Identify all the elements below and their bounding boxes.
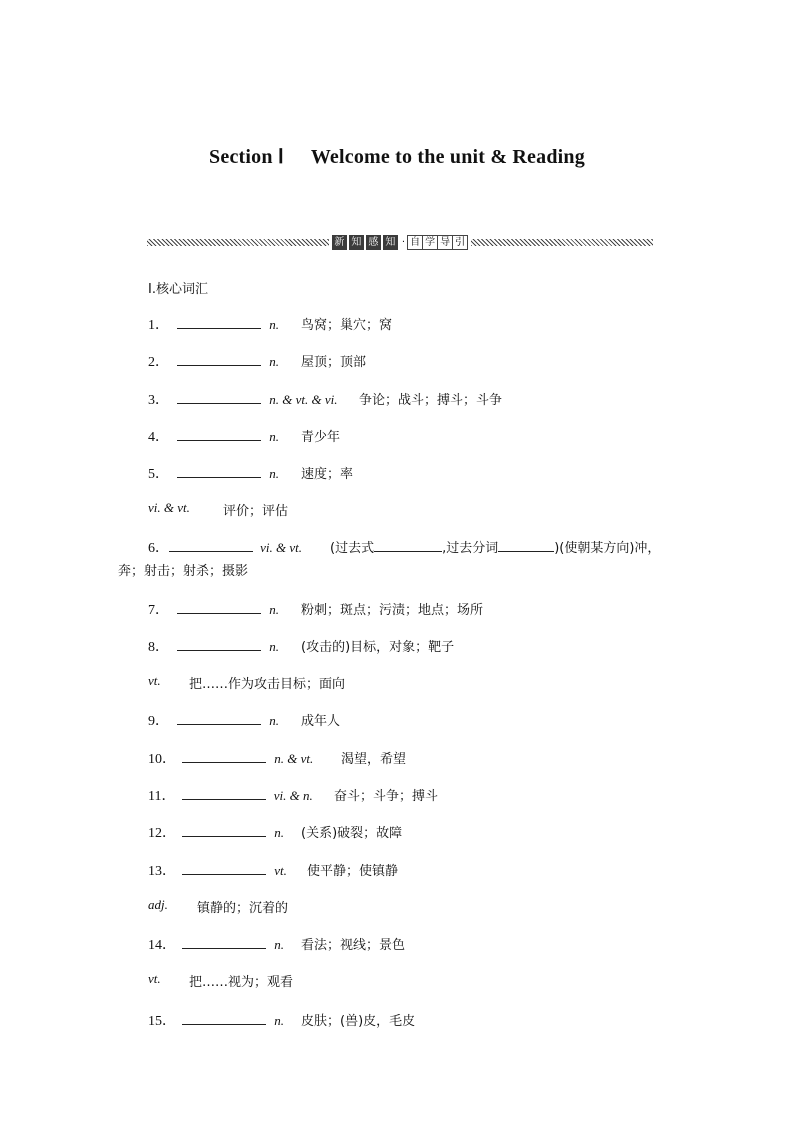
part-of-speech: vt. [148,673,161,688]
item-number: 4． [148,430,169,445]
answer-blank[interactable] [182,787,266,800]
item-meaning: 速度；率 [301,467,354,482]
item-number: 14． [148,938,176,953]
answer-blank[interactable] [177,712,261,725]
part-of-speech: n. [269,602,280,617]
item-meaning: 青少年 [301,430,341,445]
part-of-speech: adj. [148,897,168,912]
part-of-speech: vt. [148,971,161,986]
vocab-subitem [148,897,289,916]
answer-blank[interactable] [177,391,261,404]
item-number: 15． [148,1014,176,1029]
item-number: 5． [148,467,169,482]
banner-tag-dark [332,235,400,250]
vocab-item [148,860,399,880]
item-meaning: 评价；评估 [223,504,289,519]
part-of-speech: n. [269,317,280,332]
item-number: 6． [148,541,169,556]
banner-char: 知 [383,235,398,250]
item-number: 10． [148,752,176,767]
answer-blank[interactable] [177,428,261,441]
item-number: 9． [148,714,169,729]
answer-blank[interactable] [177,465,261,478]
vocab-subitem [148,673,346,692]
part-of-speech: vi. & vt. [260,540,303,555]
item-meaning: 把……作为攻击目标；面向 [189,677,346,692]
item-meaning: 成年人 [301,714,341,729]
part-of-speech: vi. & vt. [148,500,190,515]
banner-char: 新 [332,235,347,250]
banner-tag-light [407,235,468,250]
part-of-speech: vi. & n. [273,788,313,803]
item-number: 1． [148,318,169,333]
past-tense-blank[interactable] [374,539,442,552]
past-participle-blank[interactable] [498,539,554,552]
banner-char: 引 [455,236,466,248]
meaning-part: (过去式 [330,541,375,556]
item-meaning: 鸟窝；巢穴；窝 [301,318,393,333]
answer-blank[interactable] [177,353,261,366]
vocab-item-continued: 奔；射击；射杀；摄影 [118,564,249,579]
vocab-subitem [148,500,289,519]
banner-hatch-left [147,239,329,246]
vocab-item [148,710,341,730]
vocab-item [148,599,484,619]
banner-label [332,235,468,250]
part-of-speech: n. [269,354,280,369]
part-of-speech: n. [269,713,280,728]
answer-blank[interactable] [169,539,253,552]
banner-char: 自 [408,236,423,249]
item-number: 11． [148,789,176,804]
answer-blank[interactable] [182,750,266,763]
banner-char: 导 [438,236,453,249]
part-of-speech: n. & vt. [274,751,314,766]
part-of-speech: n. [274,937,285,952]
banner-char: 感 [366,235,381,250]
vocab-heading: Ⅰ.核心词汇 [148,282,208,297]
meaning-part: )(使朝某方向)冲， [554,541,661,556]
vocab-item [148,314,393,334]
item-meaning: 粉刺；斑点；污渍；地点；场所 [301,603,484,618]
item-meaning: 看法；视线；景色 [301,938,406,953]
item-meaning: 渴望，希望 [341,752,407,767]
vocab-item [148,463,354,483]
section-name: Welcome to the unit & Reading [310,146,585,168]
answer-blank[interactable] [177,638,261,651]
item-number: 7． [148,603,169,618]
section-number: Section Ⅰ [209,146,284,168]
item-number: 3． [148,393,169,408]
item-meaning: 镇静的；沉着的 [197,901,289,916]
vocab-item [148,537,661,557]
vocab-item [148,934,406,954]
banner-hatch-right [471,239,653,246]
page-title [0,144,794,169]
banner-separator: · [401,236,406,248]
part-of-speech: vt. [274,863,287,878]
vocab-item [148,785,439,805]
item-meaning: (关系)破裂；故障 [301,826,403,841]
answer-blank[interactable] [182,862,266,875]
vocab-subitem [148,971,294,990]
item-meaning: 奋斗；斗争；搏斗 [334,789,439,804]
item-number: 13． [148,864,176,879]
vocab-item [148,351,367,371]
item-number: 2． [148,355,169,370]
item-meaning: 把……视为；观看 [189,975,294,990]
section-banner [147,233,653,251]
banner-char: 知 [349,235,364,250]
item-number: 12． [148,826,176,841]
item-meaning: 屋顶；顶部 [301,355,367,370]
answer-blank[interactable] [182,1012,266,1025]
item-meaning: (攻击的)目标，对象；靶子 [301,640,455,655]
vocab-item [148,389,503,409]
vocab-item [148,748,407,768]
part-of-speech: n. [269,466,280,481]
answer-blank[interactable] [177,601,261,614]
item-meaning: 皮肤；(兽)皮，毛皮 [301,1014,416,1029]
item-meaning [330,537,660,556]
vocab-item [148,1010,416,1030]
item-meaning: 使平静；使镇静 [307,864,399,879]
item-number: 8． [148,640,169,655]
part-of-speech: n. [274,825,285,840]
part-of-speech: n. [269,639,280,654]
vocab-item [148,822,403,842]
part-of-speech: n. [269,429,280,444]
answer-blank[interactable] [182,936,266,949]
banner-char: 学 [423,236,438,249]
part-of-speech: n. & vt. & vi. [269,392,338,407]
part-of-speech: n. [274,1013,285,1028]
item-meaning: 争论；战斗；搏斗；斗争 [359,393,503,408]
vocab-item [148,426,341,446]
answer-blank[interactable] [177,316,261,329]
meaning-part: ,过去分词 [442,541,499,556]
answer-blank[interactable] [182,824,266,837]
vocab-item [148,636,455,656]
